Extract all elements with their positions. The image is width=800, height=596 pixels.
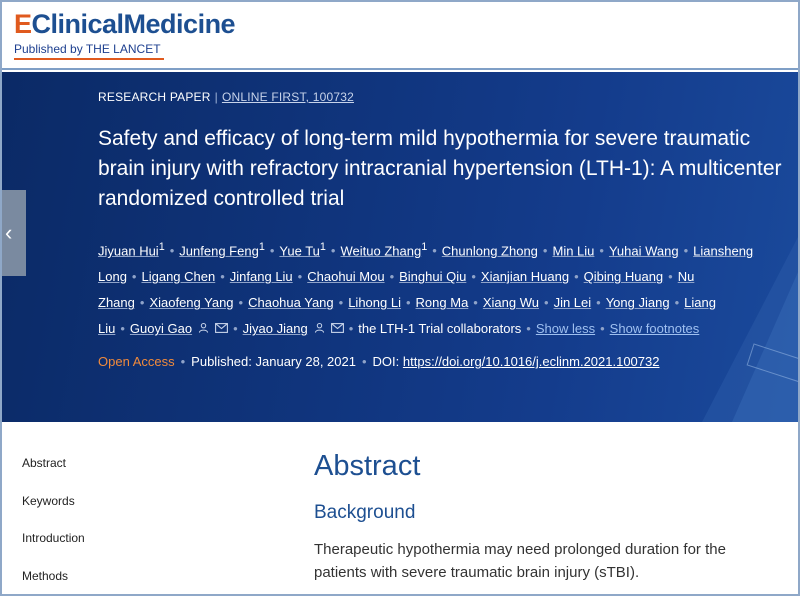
author-link[interactable]: Junfeng Feng bbox=[179, 243, 259, 259]
author-separator: • bbox=[269, 243, 275, 259]
meta-dot: • bbox=[180, 354, 186, 369]
author-separator: • bbox=[233, 321, 238, 337]
author-separator: • bbox=[238, 295, 244, 311]
author-link[interactable]: Yong Jiang bbox=[605, 295, 670, 311]
author-link[interactable]: Min Liu bbox=[552, 243, 595, 259]
author-list bbox=[98, 234, 768, 343]
author-link[interactable]: Chunlong Zhong bbox=[441, 243, 538, 259]
author-link[interactable]: Xianjian Huang bbox=[480, 269, 570, 285]
publisher-name: THE LANCET bbox=[85, 42, 161, 56]
author-separator: • bbox=[526, 321, 531, 337]
author-link[interactable]: Chaohua Yang bbox=[248, 295, 334, 311]
person-icon[interactable] bbox=[198, 324, 209, 336]
author-link[interactable]: Jiyao Jiang bbox=[242, 321, 308, 337]
previous-article-tab[interactable] bbox=[2, 190, 26, 276]
logo-name: ClinicalMedicine bbox=[31, 9, 236, 39]
affiliation-marker[interactable]: 1 bbox=[421, 241, 428, 253]
author-link[interactable]: Jin Lei bbox=[553, 295, 592, 311]
author-link[interactable]: Yue Tu bbox=[279, 243, 320, 259]
article-kicker bbox=[98, 90, 354, 104]
author-separator: • bbox=[139, 295, 145, 311]
published-label: Published: bbox=[191, 354, 252, 369]
nav-item-keywords[interactable]: Keywords bbox=[22, 493, 75, 508]
published-by: Published by bbox=[14, 42, 83, 56]
site-header bbox=[2, 2, 798, 70]
author-separator: • bbox=[473, 295, 478, 311]
author-separator: • bbox=[120, 321, 125, 337]
author-link[interactable]: Xiaofeng Yang bbox=[149, 295, 234, 311]
kicker-separator: | bbox=[214, 90, 218, 104]
published-date: January 28, 2021 bbox=[255, 354, 356, 369]
logo-e: E bbox=[14, 9, 32, 39]
author-link[interactable]: Liansheng Long bbox=[98, 243, 754, 285]
article-meta bbox=[98, 354, 659, 369]
author-separator: • bbox=[169, 243, 175, 259]
author-link[interactable]: Xiang Wu bbox=[482, 295, 539, 311]
doi-label: DOI: bbox=[372, 354, 400, 369]
author-link[interactable]: Liang Liu bbox=[98, 295, 716, 337]
author-link[interactable]: Ligang Chen bbox=[141, 269, 216, 285]
author-separator: • bbox=[596, 295, 601, 311]
author-separator: • bbox=[471, 269, 476, 285]
author-separator: • bbox=[600, 321, 605, 337]
author-link[interactable]: Jinfang Liu bbox=[229, 269, 293, 285]
author-link[interactable]: Guoyi Gao bbox=[129, 321, 193, 337]
online-first-link[interactable]: ONLINE FIRST, 100732 bbox=[221, 90, 354, 104]
chevron-left-icon: ‹ bbox=[5, 220, 13, 245]
author-separator: • bbox=[338, 295, 344, 311]
affiliation-marker[interactable]: 1 bbox=[158, 241, 165, 253]
author-link[interactable]: Chaohui Mou bbox=[307, 269, 385, 285]
author-link[interactable]: Jiyuan Hui bbox=[98, 243, 159, 259]
author-separator: • bbox=[330, 243, 336, 259]
author-link[interactable]: Qibing Huang bbox=[583, 269, 664, 285]
affiliation-marker[interactable]: 1 bbox=[258, 241, 265, 253]
open-access-badge: Open Access bbox=[98, 354, 175, 369]
nav-item-methods[interactable]: Methods bbox=[22, 568, 69, 583]
collaborators-text: the LTH-1 Trial collaborators bbox=[358, 321, 522, 337]
section-nav bbox=[22, 456, 85, 596]
show-footnotes-link[interactable]: Show footnotes bbox=[609, 321, 700, 337]
author-separator: • bbox=[348, 321, 354, 337]
meta-dot: • bbox=[361, 354, 367, 369]
nav-item-abstract[interactable]: Abstract bbox=[22, 456, 67, 470]
article-banner bbox=[2, 72, 798, 422]
background-heading: Background bbox=[314, 502, 416, 523]
author-separator: • bbox=[674, 295, 680, 311]
author-link[interactable]: Nu Zhang bbox=[98, 269, 695, 311]
author-separator: • bbox=[389, 269, 395, 285]
author-link[interactable]: Rong Ma bbox=[415, 295, 469, 311]
affiliation-marker[interactable]: 1 bbox=[319, 241, 326, 253]
author-separator: • bbox=[599, 243, 604, 259]
article-type: RESEARCH PAPER bbox=[98, 90, 211, 104]
author-link[interactable]: Binghui Qiu bbox=[399, 269, 467, 285]
logo-underline bbox=[14, 58, 164, 60]
mail-icon[interactable] bbox=[331, 324, 344, 336]
author-separator: • bbox=[297, 269, 303, 285]
mail-icon[interactable] bbox=[215, 324, 228, 336]
author-link[interactable]: Lihong Li bbox=[348, 295, 401, 311]
author-separator: • bbox=[131, 269, 137, 285]
author-separator: • bbox=[574, 269, 579, 285]
doi-link[interactable]: https://doi.org/10.1016/j.eclinm.2021.100732 bbox=[402, 354, 660, 369]
author-link[interactable]: Weituo Zhang bbox=[340, 243, 422, 259]
author-separator: • bbox=[405, 295, 411, 311]
author-separator: • bbox=[683, 243, 689, 259]
author-separator: • bbox=[432, 243, 437, 259]
background-text: Therapeutic hypothermia may need prolonged duration for the patients with severe traumatic brain injury (sTBI). bbox=[314, 541, 726, 581]
author-separator: • bbox=[542, 243, 548, 259]
author-separator: • bbox=[668, 269, 673, 285]
person-icon[interactable] bbox=[314, 324, 325, 336]
author-separator: • bbox=[544, 295, 549, 311]
journal-logo[interactable] bbox=[14, 8, 235, 60]
abstract-heading: Abstract bbox=[314, 450, 421, 482]
nav-item-introduction[interactable]: Introduction bbox=[22, 531, 85, 545]
logo-wordmark bbox=[14, 8, 235, 40]
logo-publisher-line bbox=[14, 42, 235, 56]
author-link[interactable]: Yuhai Wang bbox=[608, 243, 679, 259]
author-separator: • bbox=[220, 269, 225, 285]
article-title: Safety and efficacy of long-term mild hypothermia for severe traumatic brain injury with refractory intracranial hypertension (LTH-1): A multicenter randomized controlled trial bbox=[98, 127, 782, 210]
show-less-link[interactable]: Show less bbox=[535, 321, 596, 337]
